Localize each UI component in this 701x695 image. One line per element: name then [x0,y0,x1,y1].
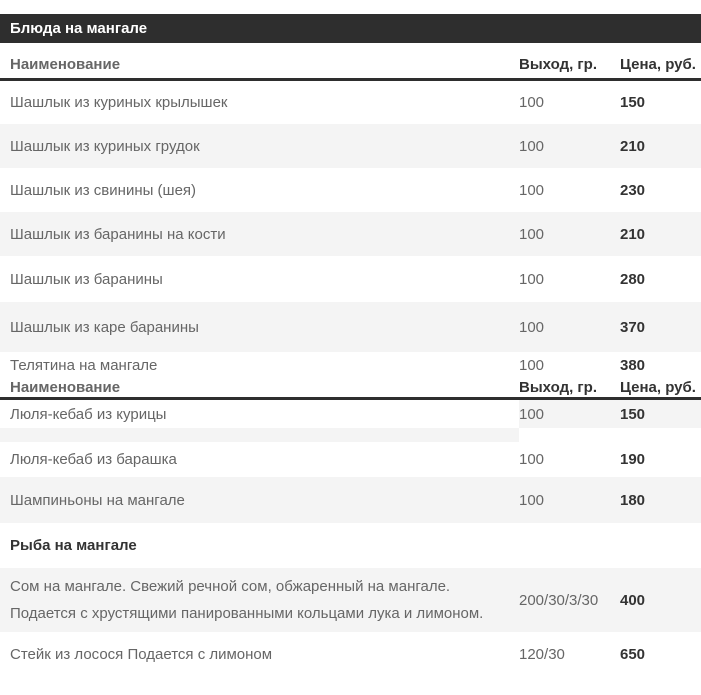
dish-price: 280 [620,270,646,288]
strip-left [0,428,519,442]
dish-weight: 100 [519,318,545,336]
column-name-header: Наименование [10,379,121,396]
menu-row [0,442,701,477]
fish-section-row [0,523,701,568]
dish-name-line1: Сом на мангале. Свежий речной сом, обжаренный на мангале. [10,578,451,595]
dish-price: 190 [620,451,646,468]
dish-name: Шашлык из баранины на кости [10,225,226,243]
dish-weight: 100 [519,491,545,509]
dish-name: Шашлык из каре баранины [10,318,199,336]
dish-weight: 100 [519,225,545,243]
menu-title-bar [0,14,701,43]
dish-name: Шашлык из куриных грудок [10,137,200,155]
menu-row [0,400,701,428]
dish-price: 150 [620,94,646,111]
dish-weight: 120/30 [519,646,565,663]
menu-row [0,477,701,523]
column-weight-header: Выход, гр. [519,379,598,396]
menu-row [0,124,701,168]
dish-price: 180 [620,491,646,509]
dish-weight: 200/30/3/30 [519,591,599,609]
menu-row [0,568,701,632]
column-price-header: Цена, руб. [620,379,696,396]
top-spacer [0,0,701,14]
column-weight-header: Выход, гр. [519,56,598,73]
dish-weight: 100 [519,94,545,111]
dish-name: Шампиньоны на мангале [10,491,185,509]
dish-price: 370 [620,318,646,336]
fish-section-title: Рыба на мангале [10,537,137,554]
dish-name: Стейк из лосося Подается с лимоном [10,646,273,663]
dish-weight: 100 [519,405,545,423]
dish-price: 650 [620,646,646,663]
dish-name: Люля-кебаб из курицы [0,400,519,428]
table-header [0,51,701,81]
row-value-cells [519,400,701,428]
menu-row [0,256,701,302]
row-offset-strip [0,428,701,442]
column-price-header: Цена, руб. [620,56,696,73]
dish-name: Люля-кебаб из барашка [10,451,177,468]
dish-price: 230 [620,181,646,199]
dish-price: 210 [620,225,646,243]
dish-price: 150 [620,405,646,423]
menu-row [0,168,701,212]
menu-row [0,81,701,124]
menu-row [0,632,701,677]
dish-weight: 100 [519,137,545,155]
dish-name [0,573,519,627]
dish-price: 400 [620,591,646,609]
dish-price: 210 [620,137,646,155]
menu-row [0,302,701,352]
dish-name: Шашлык из свинины (шея) [10,181,197,199]
dish-name: Телятина на мангале [10,356,158,374]
dish-price: 380 [620,356,646,374]
menu-section-title: Блюда на мангале [10,20,148,37]
column-name-header: Наименование [10,56,121,73]
dish-weight: 100 [519,181,545,199]
menu-row [0,212,701,256]
menu-row [0,352,701,378]
table-header [0,378,701,400]
dish-name-line2: Подается с хрустящими панированными кольцами лука и лимоном. [10,605,484,622]
dish-weight: 100 [519,451,545,468]
strip-right [519,428,701,442]
dish-name: Шашлык из куриных крылышек [10,94,228,111]
dish-name: Шашлык из баранины [10,270,163,288]
dish-weight: 100 [519,270,545,288]
dish-weight: 100 [519,356,545,374]
